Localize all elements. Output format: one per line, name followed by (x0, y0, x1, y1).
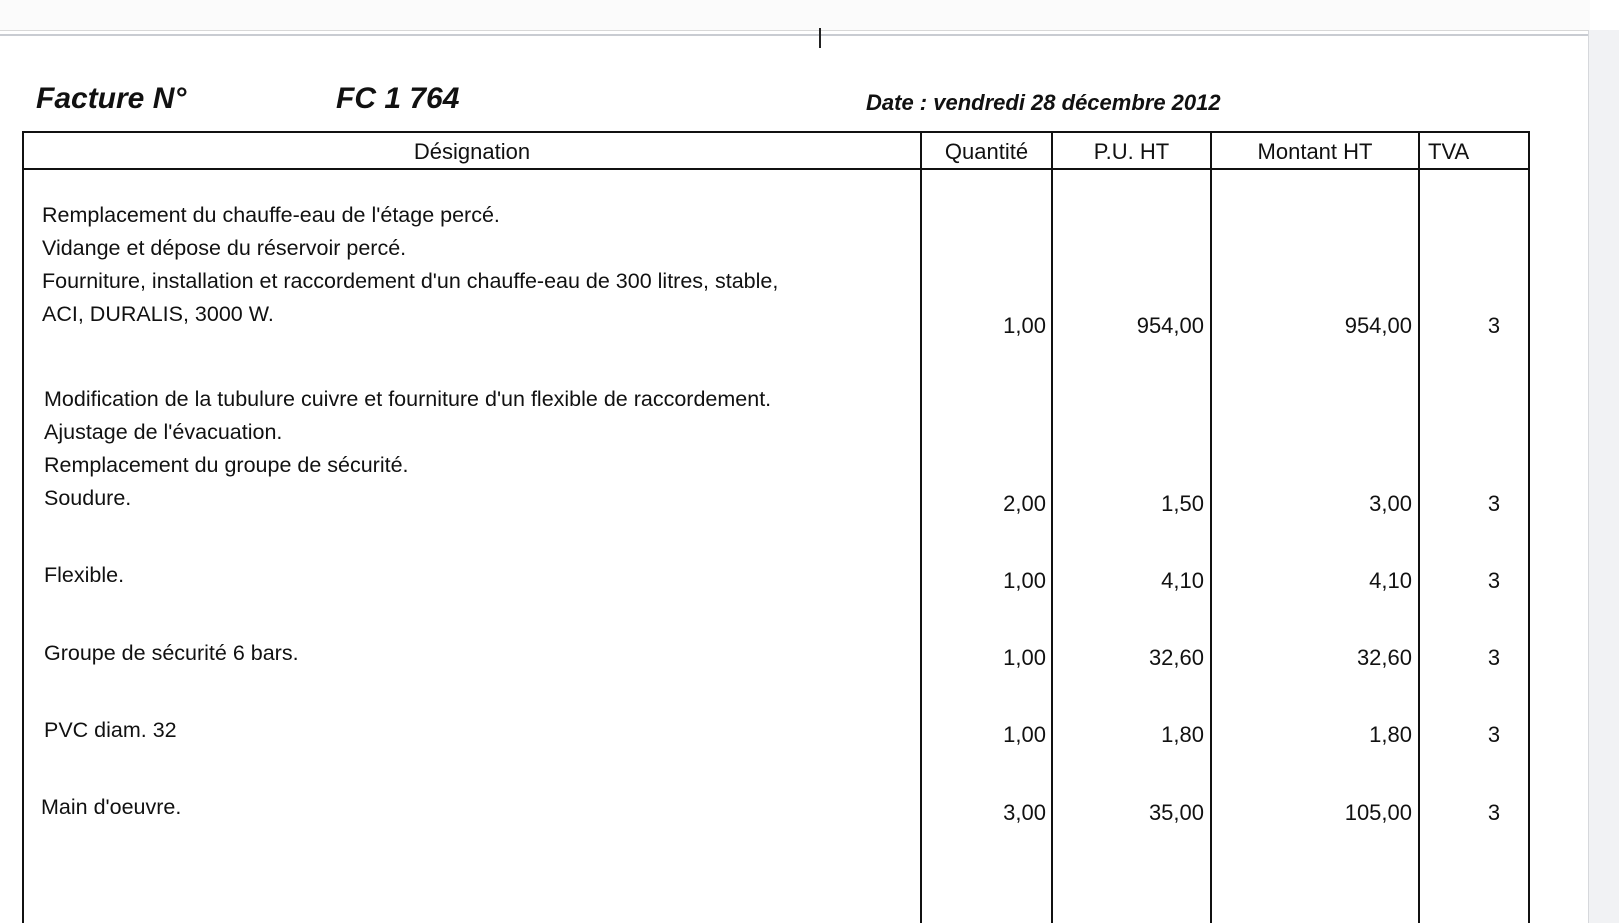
row-6-vat: 3 (1487, 800, 1501, 825)
description-line: Modification de la tubulure cuivre et fourniture d'un flexible de raccordement. (44, 387, 772, 411)
column-divider (1210, 131, 1212, 923)
column-divider (1051, 131, 1053, 923)
row-6-amount: 105,00 (1344, 800, 1412, 825)
description-line: Ajustage de l'évacuation. (44, 420, 283, 444)
header-divider (22, 168, 1530, 170)
description-line: Groupe de sécurité 6 bars. (44, 641, 299, 665)
row-6-quantity: 3,00 (1003, 800, 1046, 825)
row-3-unit-price: 4,10 (1161, 568, 1204, 593)
row-2-unit-price: 1,50 (1161, 491, 1204, 516)
description-line: Remplacement du groupe de sécurité. (44, 453, 409, 477)
row-5-unit-price: 1,80 (1161, 722, 1204, 747)
description-line: Vidange et dépose du réservoir percé. (42, 236, 407, 260)
row-4-unit-price: 32,60 (1148, 645, 1204, 670)
row-2-quantity: 2,00 (1003, 491, 1046, 516)
header-amount: Montant HT (1257, 139, 1373, 164)
row-6-description (41, 791, 181, 824)
row-3-amount: 4,10 (1369, 568, 1412, 593)
invoice-date: Date : vendredi 28 décembre 2012 (866, 90, 1221, 115)
description-line: Fourniture, installation et raccordement d'un chauffe-eau de 300 litres, stable, (42, 269, 779, 293)
header-unit-price: P.U. HT (1093, 139, 1170, 164)
row-1-description (42, 199, 778, 331)
column-divider (920, 131, 922, 923)
scan-right-edge (1588, 30, 1619, 923)
row-4-vat: 3 (1487, 645, 1501, 670)
row-1-amount: 954,00 (1344, 313, 1412, 338)
invoice-number: FC 1 764 (336, 82, 460, 115)
header-vat: TVA (1428, 139, 1470, 164)
row-4-amount: 32,60 (1356, 645, 1412, 670)
row-6-unit-price: 35,00 (1148, 800, 1204, 825)
row-2-vat: 3 (1487, 491, 1501, 516)
scan-tick-mark (819, 28, 821, 48)
description-line: PVC diam. 32 (44, 718, 177, 742)
row-4-description (44, 637, 299, 670)
description-line: Main d'oeuvre. (41, 795, 182, 819)
row-2-description (44, 383, 771, 515)
description-line: ACI, DURALIS, 3000 W. (42, 302, 274, 326)
row-3-description (44, 559, 124, 592)
row-5-amount: 1,80 (1369, 722, 1412, 747)
row-5-vat: 3 (1487, 722, 1501, 747)
row-1-vat: 3 (1487, 313, 1501, 338)
description-line: Flexible. (44, 563, 125, 587)
scan-top-band (0, 0, 1590, 31)
row-2-amount: 3,00 (1369, 491, 1412, 516)
row-1-unit-price: 954,00 (1136, 313, 1204, 338)
row-1-quantity: 1,00 (1003, 313, 1046, 338)
row-3-quantity: 1,00 (1003, 568, 1046, 593)
header-designation: Désignation (413, 139, 531, 164)
row-5-quantity: 1,00 (1003, 722, 1046, 747)
row-3-vat: 3 (1487, 568, 1501, 593)
column-divider (1418, 131, 1420, 923)
invoice-label: Facture N° (36, 82, 187, 115)
row-5-description (44, 714, 177, 747)
row-4-quantity: 1,00 (1003, 645, 1046, 670)
fold-line (0, 34, 1619, 36)
header-quantity: Quantité (944, 139, 1029, 164)
description-line: Remplacement du chauffe-eau de l'étage percé. (42, 203, 500, 227)
description-line: Soudure. (44, 486, 132, 510)
